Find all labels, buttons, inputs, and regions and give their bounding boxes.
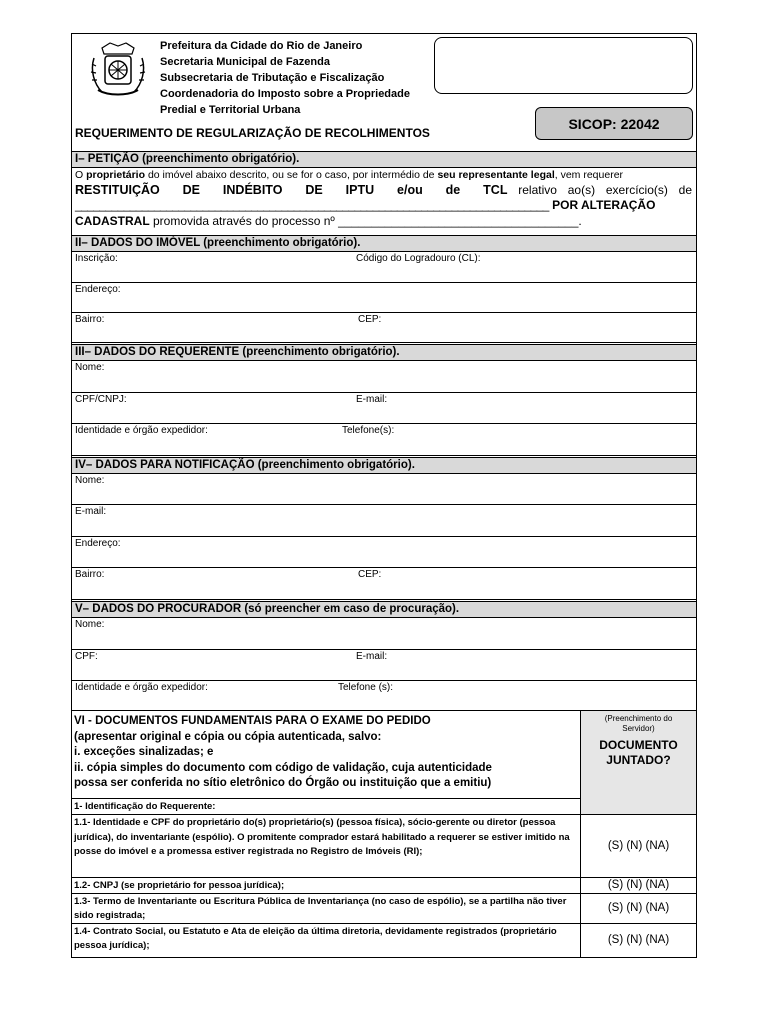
inscricao-row[interactable] bbox=[72, 252, 696, 283]
documento-juntado-label: DOCUMENTO JUNTADO? bbox=[599, 738, 678, 767]
requerente-nome-row[interactable] bbox=[72, 361, 696, 393]
header-line: Predial e Territorial Urbana bbox=[160, 104, 301, 116]
section-4-heading: IV– DADOS PARA NOTIFICAÇÃO (preenchimento obrigatório). bbox=[72, 457, 696, 474]
notificacao-nome-row[interactable] bbox=[72, 474, 696, 505]
cpf-cnpj-label: CPF/CNPJ: bbox=[75, 394, 127, 405]
telefone-label: Telefone (s): bbox=[338, 682, 394, 693]
header-line: Secretaria Municipal de Fazenda bbox=[160, 56, 330, 68]
notificacao-email-row[interactable] bbox=[72, 505, 696, 537]
petition-line-1: O proprietário do imóvel abaixo descrito, ou se for o caso, por intermédio de seu representante legal, vem requerer bbox=[75, 169, 624, 181]
section-6-heading: VI - DOCUMENTOS FUNDAMENTAIS PARA O EXAME DO PEDIDO (apresentar original e cópia ou cópia autenticada, salvo: i. exceções sinalizadas; e ii. cópia simples do documento com código de validação, cuja autenticidade possa ser conferida no sítio eletrônico do Órgão ou instituição que a emitiu) bbox=[72, 711, 581, 798]
doc-item-text: 1.1- Identidade e CPF do proprietário do(s) proprietário(s) (pessoa física), sócio-gerente ou diretor (pessoa jurídica), do inventariante (espólio). O promitente comprador estará habilitado a requerer se estiver imitido na posse do imóvel e a promessa estiver registrada no Registro de Imóveis (RI); bbox=[72, 815, 581, 877]
doc-item-text: 1.2- CNPJ (se proprietário for pessoa jurídica); bbox=[72, 878, 581, 893]
city-crest-icon bbox=[88, 40, 148, 98]
section-2-heading: II– DADOS DO IMÓVEL (preenchimento obrigatório). bbox=[72, 235, 696, 252]
notificacao-bairro-row[interactable] bbox=[72, 568, 696, 600]
doc-item-text: 1.3- Termo de Inventariante ou Escritura Pública de Inventariança (no caso de espólio), se a partilha não tiver sido registrada; bbox=[72, 894, 581, 923]
procurador-cpf-row[interactable] bbox=[72, 650, 696, 681]
protocol-stamp-box[interactable] bbox=[434, 37, 693, 94]
bairro-label: Bairro: bbox=[75, 314, 105, 325]
header-line: Prefeitura da Cidade do Rio de Janeiro bbox=[160, 40, 363, 52]
nome-label: Nome: bbox=[75, 475, 105, 486]
notificacao-endereco-row[interactable] bbox=[72, 537, 696, 568]
telefone-label: Telefone(s): bbox=[342, 425, 395, 436]
endereco-label: Endereço: bbox=[75, 538, 121, 549]
identificacao-subheading: 1- Identificação do Requerente: bbox=[72, 799, 581, 815]
bairro-row[interactable] bbox=[72, 313, 696, 343]
cep-label: CEP: bbox=[358, 569, 382, 580]
servidor-note: (Preenchimento do Servidor) bbox=[604, 714, 673, 733]
sicop-badge: SICOP: 22042 bbox=[535, 107, 693, 140]
doc-item-options[interactable]: (S) (N) (NA) bbox=[581, 815, 696, 877]
section-3-heading: III– DADOS DO REQUERENTE (preenchimento obrigatório). bbox=[72, 344, 696, 361]
form-title: REQUERIMENTO DE REGULARIZAÇÃO DE RECOLHIMENTOS bbox=[75, 126, 430, 140]
requerente-cpf-row[interactable] bbox=[72, 393, 696, 424]
petition-line-3[interactable]: ______________________________________________________________________________ POR ALTERAÇÃO bbox=[75, 198, 656, 212]
header-text bbox=[160, 38, 410, 118]
procurador-identidade-row[interactable] bbox=[72, 681, 696, 711]
doc-item-text: 1.4- Contrato Social, ou Estatuto e Ata de eleição da última diretoria, devidamente registrados (proprietário pessoa jurídica); bbox=[72, 924, 581, 957]
identidade-label: Identidade e órgão expedidor: bbox=[75, 425, 208, 436]
email-label: E-mail: bbox=[75, 506, 107, 517]
doc-item-options[interactable]: (S) (N) (NA) bbox=[581, 894, 696, 923]
form-container bbox=[71, 33, 697, 958]
nome-label: Nome: bbox=[75, 362, 105, 373]
doc-item-options[interactable]: (S) (N) (NA) bbox=[581, 924, 696, 957]
codigo-logradouro-label: Código do Logradouro (CL): bbox=[356, 253, 481, 264]
nome-label: Nome: bbox=[75, 619, 105, 630]
requerente-identidade-row[interactable] bbox=[72, 424, 696, 456]
header-line: Coordenadoria do Imposto sobre a Propriedade bbox=[160, 88, 410, 100]
identidade-label: Identidade e órgão expedidor: bbox=[75, 682, 208, 693]
servidor-column-header bbox=[581, 711, 696, 814]
section-5-heading: V– DADOS DO PROCURADOR (só preencher em caso de procuração). bbox=[72, 601, 696, 618]
procurador-nome-row[interactable] bbox=[72, 618, 696, 650]
petition-line-4[interactable]: CADASTRAL promovida através do processo nº ____________________________________. bbox=[75, 214, 582, 228]
doc-item-options[interactable]: (S) (N) (NA) bbox=[581, 878, 696, 893]
inscricao-label: Inscrição: bbox=[75, 253, 118, 264]
header-line: Subsecretaria de Tributação e Fiscalização bbox=[160, 72, 385, 84]
endereco-label: Endereço: bbox=[75, 284, 121, 295]
endereco-row[interactable] bbox=[72, 283, 696, 313]
bairro-label: Bairro: bbox=[75, 569, 105, 580]
email-label: E-mail: bbox=[356, 651, 388, 662]
cpf-label: CPF: bbox=[75, 651, 98, 662]
petition-line-2: RESTITUIÇÃO DE INDÉBITO DE IPTU e/ou de TCL relativo ao(s) exercício(s) de bbox=[75, 183, 692, 197]
section-1-heading: I– PETIÇÃO (preenchimento obrigatório). bbox=[72, 151, 696, 168]
email-label: E-mail: bbox=[356, 394, 388, 405]
cep-label: CEP: bbox=[358, 314, 382, 325]
